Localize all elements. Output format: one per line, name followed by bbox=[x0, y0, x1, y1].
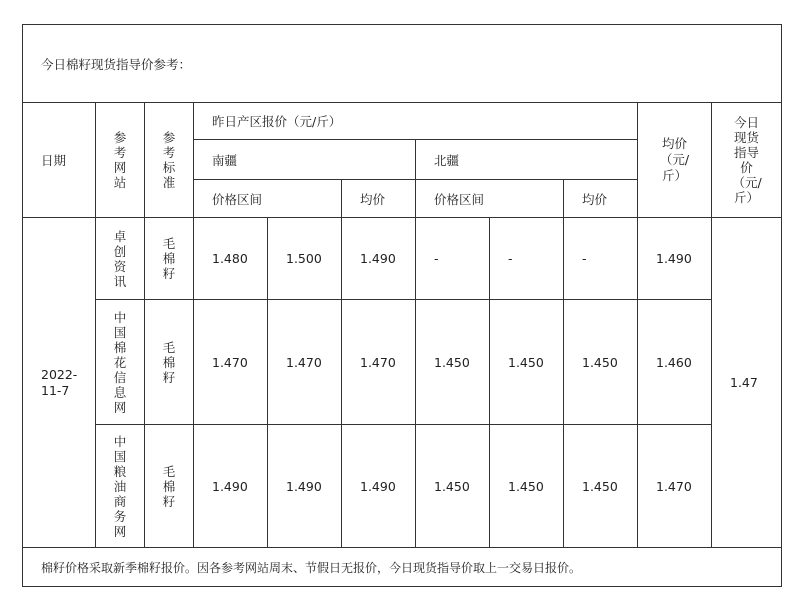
standard-cell: 毛棉籽 bbox=[145, 300, 194, 425]
date-cell: 2022-11-7 bbox=[23, 218, 96, 548]
header-south-range: 价格区间 bbox=[194, 180, 342, 218]
north-high-cell: 1.450 bbox=[490, 425, 564, 548]
south-avg-cell: 1.470 bbox=[342, 300, 416, 425]
standard-cell: 毛棉籽 bbox=[145, 425, 194, 548]
today-price-cell: 1.47 bbox=[712, 218, 782, 548]
site-cell: 中国粮油商务网 bbox=[96, 425, 145, 548]
north-low-cell: 1.450 bbox=[416, 425, 490, 548]
north-avg-cell: 1.450 bbox=[564, 425, 638, 548]
standard-cell: 毛棉籽 bbox=[145, 218, 194, 300]
site-cell: 中国棉花信息网 bbox=[96, 300, 145, 425]
header-avg-unit: 均价（元/斤） bbox=[638, 103, 712, 218]
header-site: 参考网站 bbox=[96, 103, 145, 218]
south-high-cell: 1.490 bbox=[268, 425, 342, 548]
south-low-cell: 1.480 bbox=[194, 218, 268, 300]
avg-cell: 1.490 bbox=[638, 218, 712, 300]
south-avg-cell: 1.490 bbox=[342, 218, 416, 300]
south-avg-cell: 1.490 bbox=[342, 425, 416, 548]
header-north-avg: 均价 bbox=[564, 180, 638, 218]
avg-cell: 1.460 bbox=[638, 300, 712, 425]
south-low-cell: 1.490 bbox=[194, 425, 268, 548]
header-south-avg: 均价 bbox=[342, 180, 416, 218]
north-low-cell: - bbox=[416, 218, 490, 300]
south-high-cell: 1.500 bbox=[268, 218, 342, 300]
avg-cell: 1.470 bbox=[638, 425, 712, 548]
table-footnote: 棉籽价格采取新季棉籽报价。因各参考网站周末、节假日无报价，今日现货指导价取上一交易日报价。 bbox=[23, 548, 782, 587]
table-caption: 今日棉籽现货指导价参考： bbox=[23, 25, 782, 103]
north-high-cell: 1.450 bbox=[490, 300, 564, 425]
south-high-cell: 1.470 bbox=[268, 300, 342, 425]
site-cell: 卓创资讯 bbox=[96, 218, 145, 300]
header-today-price: 今日现货指导价（元/斤） bbox=[712, 103, 782, 218]
north-low-cell: 1.450 bbox=[416, 300, 490, 425]
north-avg-cell: 1.450 bbox=[564, 300, 638, 425]
header-north-range: 价格区间 bbox=[416, 180, 564, 218]
table-row bbox=[23, 300, 782, 425]
header-date: 日期 bbox=[23, 103, 96, 218]
north-avg-cell: - bbox=[564, 218, 638, 300]
header-standard: 参考标准 bbox=[145, 103, 194, 218]
table-row bbox=[23, 218, 782, 300]
south-low-cell: 1.470 bbox=[194, 300, 268, 425]
price-table bbox=[22, 24, 782, 587]
header-yesterday-price: 昨日产区报价（元/斤） bbox=[194, 103, 638, 140]
table-row bbox=[23, 425, 782, 548]
header-north: 北疆 bbox=[416, 140, 638, 180]
header-south: 南疆 bbox=[194, 140, 416, 180]
north-high-cell: - bbox=[490, 218, 564, 300]
